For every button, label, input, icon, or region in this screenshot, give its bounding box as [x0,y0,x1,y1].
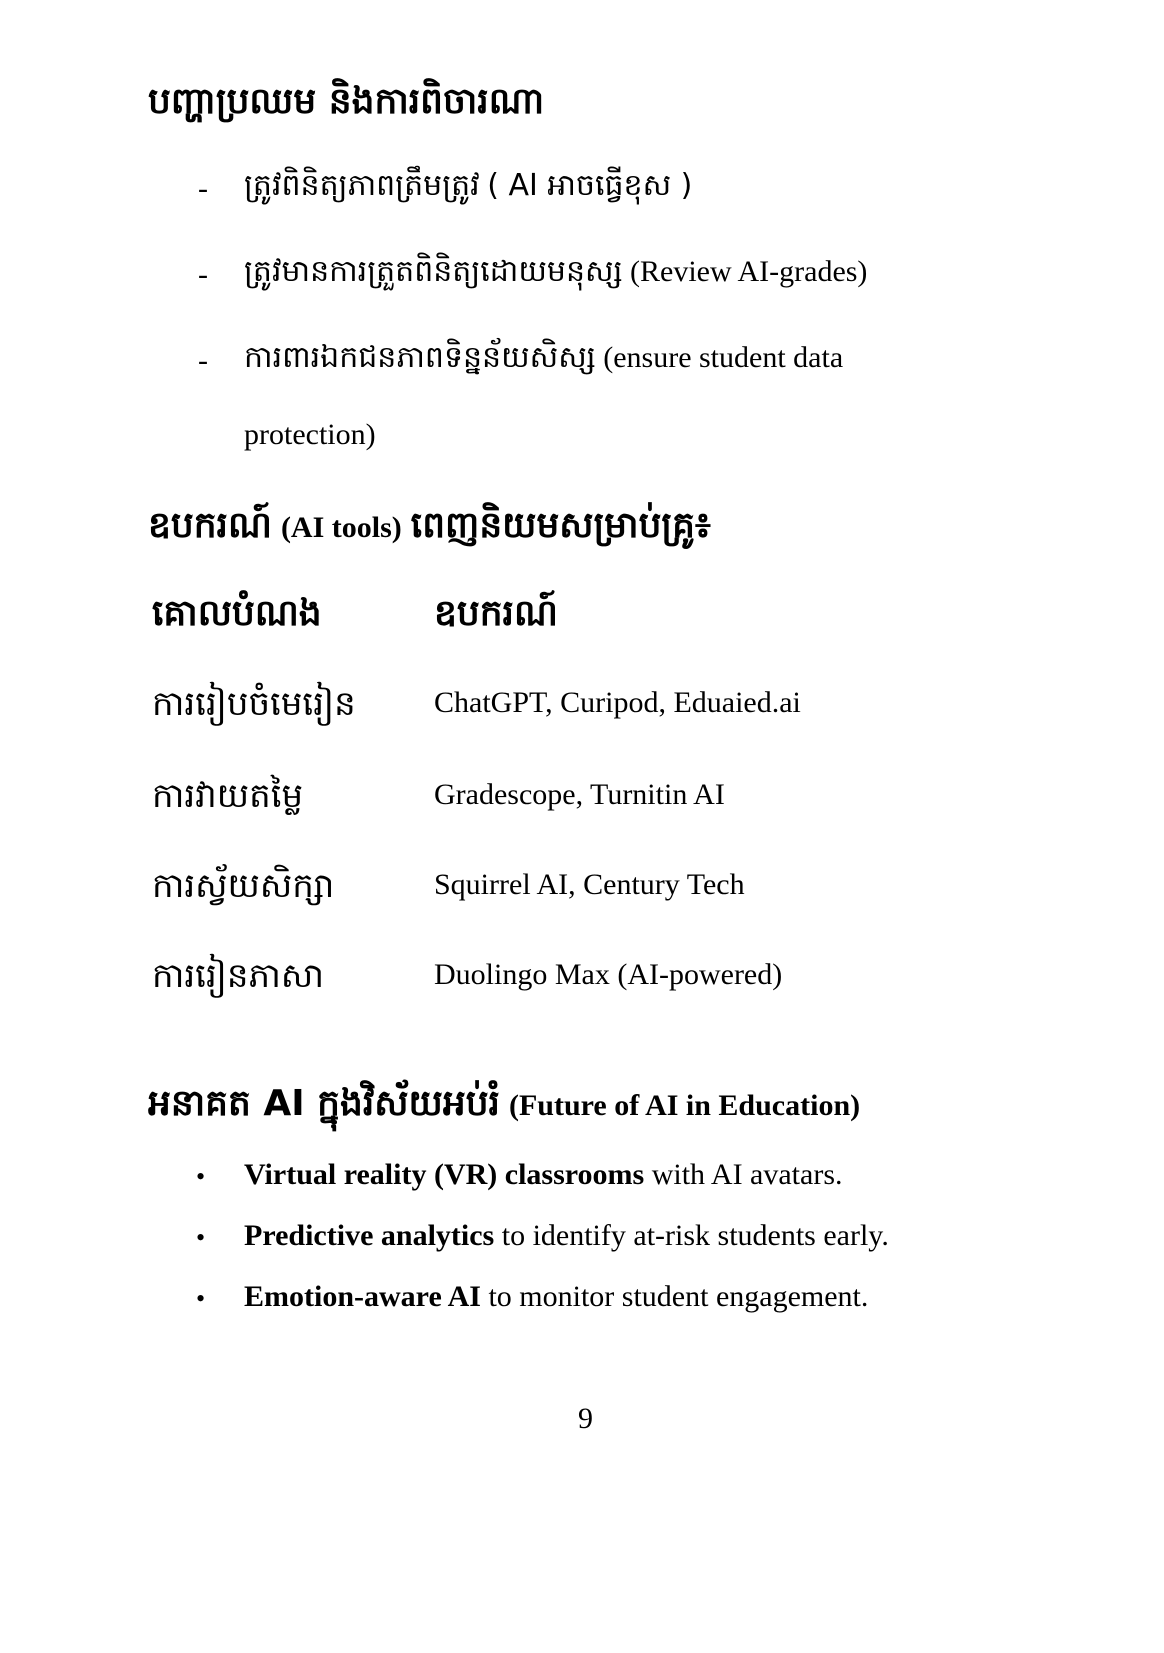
table-cell-purpose: ការស្វ័យសិក្សា [152,866,335,906]
table-cell-tools: ChatGPT, Curipod, Eduaied.ai [434,686,801,719]
list-item-note: ( AI អាចធ្វើខុស ) [487,168,693,203]
heading-km: អនាគត AI ក្នុងវិស័យអប់រំ [148,1083,500,1124]
list-item-km: ការពារឯកជនភាពទិន្នន័យសិស្ស [244,340,596,375]
table-cell-tools: Duolingo Max (AI-powered) [434,958,783,991]
table-cell-purpose: ការរៀបចំមេរៀន [152,684,356,724]
table-cell-purpose: ការរៀនភាសា [152,956,324,996]
table-cell-tools: Squirrel AI, Century Tech [434,868,745,901]
bullet-item-text: to monitor student engagement. [480,1280,869,1313]
bullet-marker: • [196,1162,206,1191]
bullet-item-text: to identify at-risk students early. [494,1219,889,1252]
bullet-marker: • [196,1284,206,1313]
list-item-note: (Review AI-grades) [630,255,868,288]
list-item [244,252,867,296]
list-dash: - [198,172,208,205]
table-cell-tools: Gradescope, Turnitin AI [434,778,725,811]
heading-km-part2: ពេញនិយមសម្រាប់គ្រូ៖ [410,505,711,546]
list-dash: - [198,344,208,377]
list-item-km: ត្រូវមានការត្រួតពិនិត្យដោយមនុស្ស [244,254,623,289]
section-heading-future [148,1080,860,1133]
page-number: 9 [578,1402,593,1435]
heading-en: (Future of AI in Education) [508,1089,861,1122]
list-item-km: ត្រូវពិនិត្យភាពត្រឹមត្រូវ [244,168,480,203]
list-dash: - [198,258,208,291]
bullet-item [244,1219,889,1253]
bullet-item [244,1280,868,1314]
bullet-item-bold: Virtual reality (VR) classrooms [244,1158,645,1191]
list-item [244,166,692,210]
section-heading-challenges: បញ្ហាប្រឈម និងការពិចារណា [148,81,545,122]
section-heading-ai-tools [148,502,711,555]
list-item [244,338,843,382]
bullet-item-bold: Predictive analytics [244,1219,495,1252]
heading-km-part1: ឧបករណ៍ [148,505,272,546]
list-item-note: (ensure student data [603,341,844,374]
table-header-purpose: គោលបំណង [152,593,322,634]
heading-en-part: (AI tools) [280,511,402,544]
bullet-item-text: with AI avatars. [644,1158,843,1191]
list-item-continuation: protection) [244,418,376,451]
bullet-marker: • [196,1223,206,1252]
table-header-tools: ឧបករណ៍ [434,593,558,634]
table-cell-purpose: ការវាយតម្លៃ [152,776,304,816]
bullet-item [244,1158,843,1192]
bullet-item-bold: Emotion-aware AI [244,1280,481,1313]
